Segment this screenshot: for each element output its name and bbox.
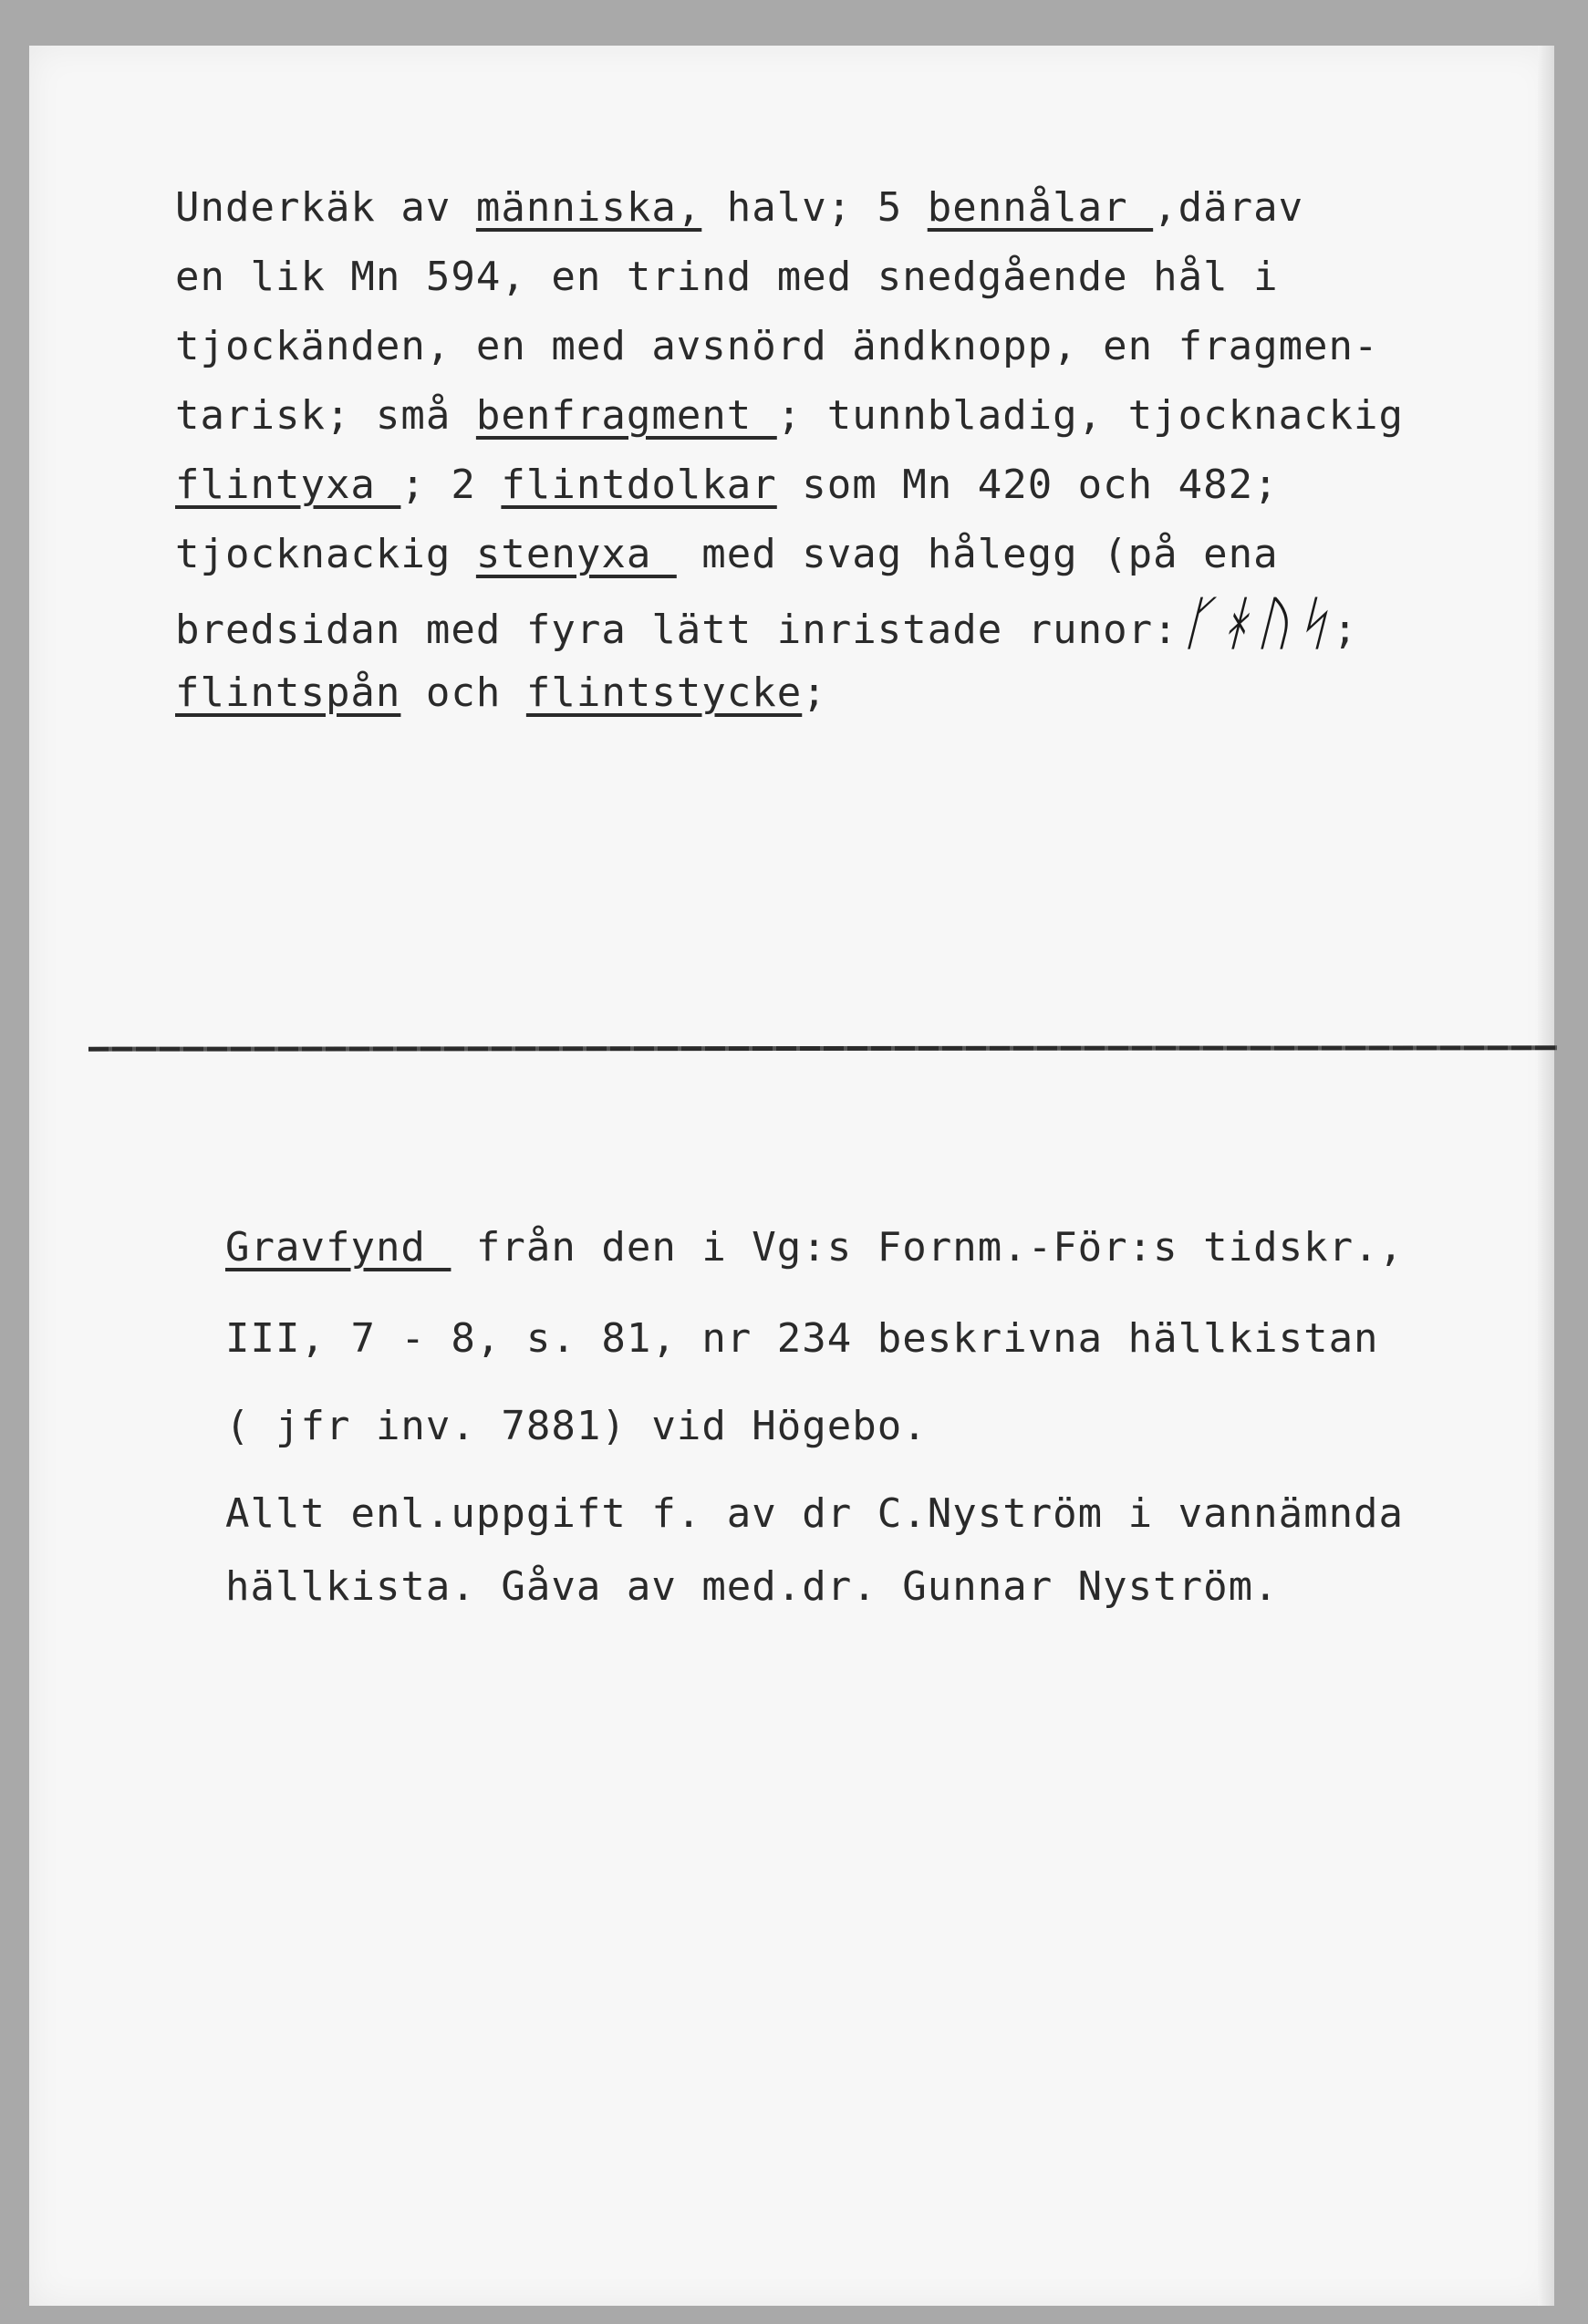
underlined-term: människa, (475, 184, 702, 231)
text-run: Underkäk av (175, 184, 476, 231)
underlined-term: benfragment (475, 392, 777, 439)
text-run: halv; 5 (701, 184, 928, 231)
text-run: med svag hålegg (på ena (676, 531, 1279, 577)
text-run: och (400, 669, 526, 716)
text-run: ; (802, 669, 827, 716)
underlined-term: flintstycke (525, 669, 803, 716)
text-line: tjockänden, en med avsnörd ändknopp, en fragmen- (175, 323, 1379, 369)
underlined-term: flintspån (175, 669, 401, 716)
underlined-term: bennålar (927, 184, 1154, 231)
card-edge (1538, 46, 1554, 2306)
text-run: ; tunnbladig, tjocknackig (776, 392, 1405, 439)
text-run: bredsidan med fyra lätt inristade runor: (175, 607, 1178, 653)
text-run: tarisk; små (175, 392, 476, 439)
handwritten-runes: ᚴᚼᚢᛋ (1178, 590, 1334, 658)
provenance-block (225, 1213, 1405, 1610)
text-line: en lik Mn 594, en trind med snedgående hål i (175, 254, 1279, 300)
text-line (225, 1213, 1404, 1282)
text-run: ; 2 (400, 462, 502, 508)
text-line: hällkista. Gåva av med.dr. Gunnar Nyström. (225, 1563, 1279, 1610)
underlined-term: flintdolkar (501, 462, 777, 508)
text-run: som Mn 420 och 482; (776, 462, 1279, 508)
underlined-term: stenyxa (475, 531, 677, 577)
catalog-card (29, 46, 1554, 2306)
text-line (175, 589, 1358, 659)
underlined-term: flintyxa (175, 462, 401, 508)
text-line: Allt enl.uppgift f. av dr C.Nyström i vannämnda (225, 1490, 1405, 1537)
text-run: ; (1333, 607, 1358, 653)
text-line: III, 7 - 8, s. 81, nr 234 beskrivna hällkistan (225, 1315, 1379, 1362)
text-line: ( jfr inv. 7881) vid Högebo. (225, 1403, 928, 1449)
description-block (175, 173, 1405, 716)
text-line (175, 659, 827, 728)
text-line (175, 381, 1404, 451)
dashed-divider (88, 1045, 1557, 1051)
underlined-term: Gravfynd (225, 1224, 451, 1271)
text-line (175, 451, 1279, 520)
text-line (175, 520, 1279, 589)
text-run: tjocknackig (175, 531, 476, 577)
text-line (175, 173, 1303, 243)
text-run: från den i Vg:s Fornm.-För:s tidskr., (451, 1224, 1405, 1271)
text-run: ,därav (1153, 184, 1304, 231)
